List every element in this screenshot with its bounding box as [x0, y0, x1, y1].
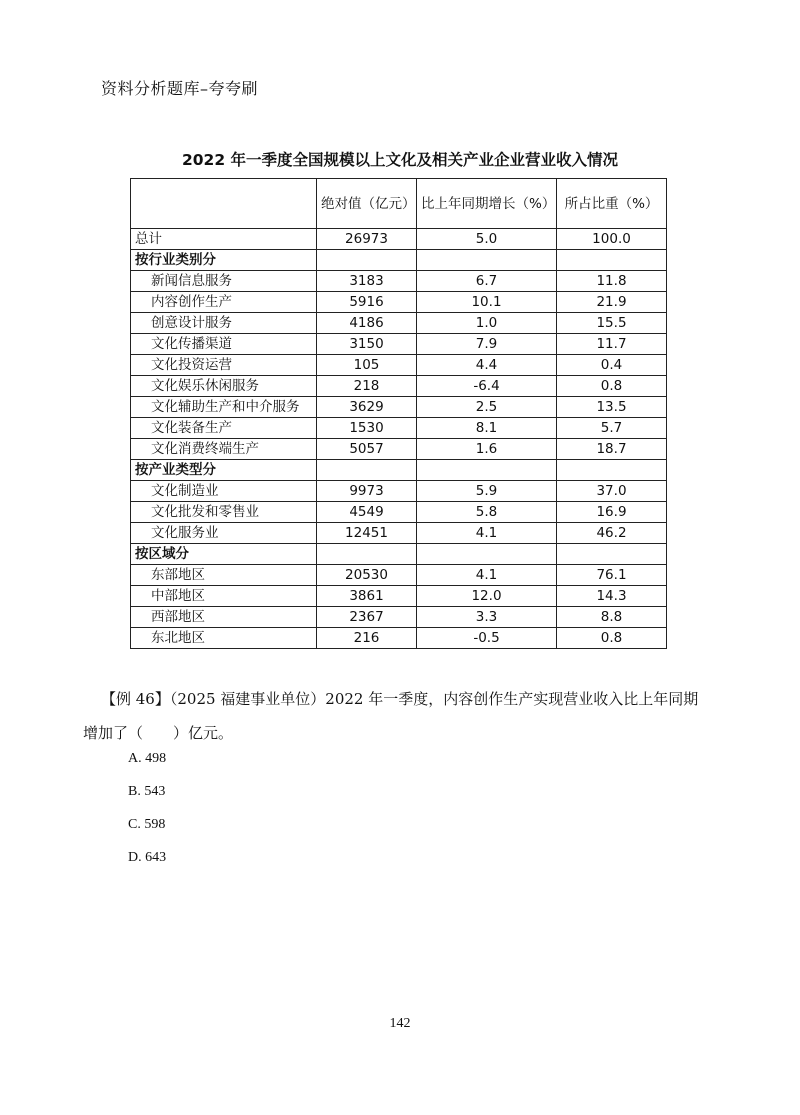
table-header-row — [131, 179, 667, 229]
table-row — [131, 565, 667, 586]
cell-share — [557, 460, 667, 481]
cell-growth-rate: 1.6 — [417, 439, 557, 460]
cell-share: 0.8 — [557, 376, 667, 397]
table-group-row — [131, 460, 667, 481]
cell-absolute-value: 9973 — [317, 481, 417, 502]
cell-growth-rate: 5.0 — [417, 229, 557, 250]
cell-growth-rate — [417, 250, 557, 271]
table-group-row — [131, 250, 667, 271]
table-row — [131, 397, 667, 418]
cell-share: 16.9 — [557, 502, 667, 523]
row-label: 文化投资运营 — [131, 355, 317, 376]
table-row — [131, 502, 667, 523]
cell-absolute-value: 3861 — [317, 586, 417, 607]
table-title: 2022 年一季度全国规模以上文化及相关产业企业营业收入情况 — [181, 151, 619, 169]
cell-absolute-value: 218 — [317, 376, 417, 397]
cell-growth-rate: 5.9 — [417, 481, 557, 502]
cell-absolute-value: 20530 — [317, 565, 417, 586]
row-label: 文化消费终端生产 — [131, 439, 317, 460]
page-number: 142 — [389, 1016, 411, 1031]
option-d: D. 643 — [128, 850, 167, 865]
column-header: 绝对值（亿元） — [317, 179, 417, 229]
cell-absolute-value — [317, 544, 417, 565]
cell-share: 21.9 — [557, 292, 667, 313]
cell-absolute-value — [317, 250, 417, 271]
table-row — [131, 271, 667, 292]
cell-growth-rate: 10.1 — [417, 292, 557, 313]
row-label: 文化传播渠道 — [131, 334, 317, 355]
cell-share: 37.0 — [557, 481, 667, 502]
cell-share: 11.7 — [557, 334, 667, 355]
cell-growth-rate: 3.3 — [417, 607, 557, 628]
table-row — [131, 628, 667, 649]
cell-absolute-value: 2367 — [317, 607, 417, 628]
cell-share: 15.5 — [557, 313, 667, 334]
cell-share: 76.1 — [557, 565, 667, 586]
cell-absolute-value: 3629 — [317, 397, 417, 418]
table-body — [131, 229, 667, 649]
cell-growth-rate — [417, 544, 557, 565]
option-b: B. 543 — [128, 784, 166, 799]
table-group-row — [131, 544, 667, 565]
table-row — [131, 355, 667, 376]
row-label: 文化制造业 — [131, 481, 317, 502]
cell-growth-rate: 12.0 — [417, 586, 557, 607]
cell-growth-rate: 4.1 — [417, 523, 557, 544]
revenue-table — [130, 178, 667, 649]
row-label: 文化批发和零售业 — [131, 502, 317, 523]
cell-share: 0.4 — [557, 355, 667, 376]
cell-share: 5.7 — [557, 418, 667, 439]
row-label: 东部地区 — [131, 565, 317, 586]
page-header: 资料分析题库–夸夸刷 — [101, 79, 259, 98]
cell-growth-rate: 5.8 — [417, 502, 557, 523]
cell-absolute-value: 105 — [317, 355, 417, 376]
cell-absolute-value: 216 — [317, 628, 417, 649]
table-row — [131, 418, 667, 439]
cell-growth-rate: 8.1 — [417, 418, 557, 439]
table-row — [131, 334, 667, 355]
table-row — [131, 376, 667, 397]
table-row — [131, 481, 667, 502]
column-header: 所占比重（%） — [557, 179, 667, 229]
table-row — [131, 586, 667, 607]
cell-absolute-value: 5916 — [317, 292, 417, 313]
cell-share: 8.8 — [557, 607, 667, 628]
cell-growth-rate: 4.1 — [417, 565, 557, 586]
cell-absolute-value: 4549 — [317, 502, 417, 523]
cell-growth-rate: -6.4 — [417, 376, 557, 397]
option-c: C. 598 — [128, 817, 166, 832]
row-label: 东北地区 — [131, 628, 317, 649]
row-label: 按行业类别分 — [131, 250, 317, 271]
table-row — [131, 229, 667, 250]
option-a: A. 498 — [128, 751, 167, 766]
cell-absolute-value — [317, 460, 417, 481]
cell-absolute-value: 5057 — [317, 439, 417, 460]
cell-growth-rate: 2.5 — [417, 397, 557, 418]
row-label: 按区域分 — [131, 544, 317, 565]
cell-absolute-value: 12451 — [317, 523, 417, 544]
row-label: 文化辅助生产和中介服务 — [131, 397, 317, 418]
row-label: 内容创作生产 — [131, 292, 317, 313]
row-label: 中部地区 — [131, 586, 317, 607]
cell-share: 46.2 — [557, 523, 667, 544]
cell-share: 14.3 — [557, 586, 667, 607]
cell-share: 0.8 — [557, 628, 667, 649]
table-row — [131, 313, 667, 334]
row-label: 文化娱乐休闲服务 — [131, 376, 317, 397]
row-label: 文化装备生产 — [131, 418, 317, 439]
cell-absolute-value: 3150 — [317, 334, 417, 355]
table-row — [131, 607, 667, 628]
column-header: 比上年同期增长（%） — [417, 179, 557, 229]
row-label: 创意设计服务 — [131, 313, 317, 334]
question-text — [83, 682, 701, 750]
cell-share: 11.8 — [557, 271, 667, 292]
cell-share: 100.0 — [557, 229, 667, 250]
cell-growth-rate: -0.5 — [417, 628, 557, 649]
cell-growth-rate: 7.9 — [417, 334, 557, 355]
cell-absolute-value: 4186 — [317, 313, 417, 334]
cell-growth-rate: 1.0 — [417, 313, 557, 334]
cell-growth-rate: 6.7 — [417, 271, 557, 292]
row-label: 西部地区 — [131, 607, 317, 628]
cell-share: 13.5 — [557, 397, 667, 418]
cell-share — [557, 250, 667, 271]
cell-absolute-value: 3183 — [317, 271, 417, 292]
cell-share: 18.7 — [557, 439, 667, 460]
row-label: 文化服务业 — [131, 523, 317, 544]
cell-absolute-value: 1530 — [317, 418, 417, 439]
table-row — [131, 292, 667, 313]
cell-share — [557, 544, 667, 565]
question-line: 【例 46】（2025 福建事业单位）2022 年一季度，内容创作生产实现营业收入比上年同期 — [101, 690, 699, 708]
table-row — [131, 523, 667, 544]
cell-growth-rate — [417, 460, 557, 481]
column-header — [131, 179, 317, 229]
answer-options — [128, 748, 166, 880]
cell-growth-rate: 4.4 — [417, 355, 557, 376]
row-label: 总计 — [131, 229, 317, 250]
cell-absolute-value: 26973 — [317, 229, 417, 250]
question-line: 增加了（ ）亿元。 — [83, 724, 234, 742]
row-label: 新闻信息服务 — [131, 271, 317, 292]
row-label: 按产业类型分 — [131, 460, 317, 481]
table-row — [131, 439, 667, 460]
